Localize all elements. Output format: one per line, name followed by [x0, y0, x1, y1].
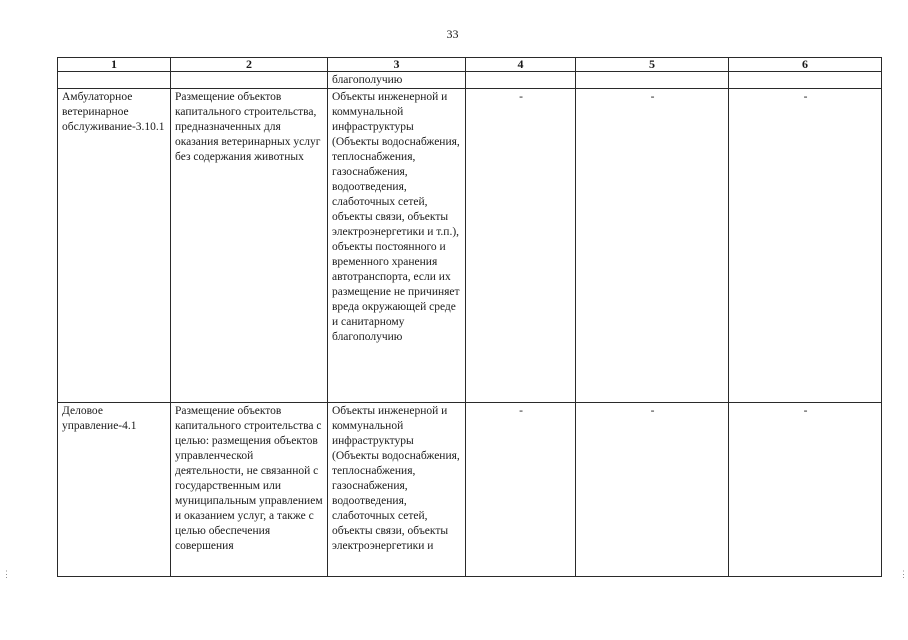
- continuation-cell-3: благополучию: [328, 72, 466, 89]
- use-description-cell: Размещение объектов капитального строительства, предназначенных для оказания ветеринарных услуг без содержания животных: [171, 89, 328, 403]
- continuation-cell-1: [58, 72, 171, 89]
- column-header-1: 1: [58, 58, 171, 72]
- use-type-cell: Амбулаторное ветеринарное обслуживание-3.10.1: [58, 89, 171, 403]
- use-description-cell: Размещение объектов капитального строительства с целью: размещения объектов управленческой деятельности, не связанной с государственным или муниципальным управлением и оказанием услуг, а также с целью обеспечения совершения: [171, 403, 328, 577]
- continuation-cell-4: [466, 72, 576, 89]
- continuation-row: [58, 72, 882, 89]
- auxiliary-objects-cell: Объекты инженерной и коммунальной инфраструктуры (Объекты водоснабжения, теплоснабжения, газоснабжения, водоотведения, слаботочных сетей, объекты связи, объекты электроэнергетики и т.п.), объекты постоянного и временного хранения автотранспорта, если их размещение не причиняет вреда окружающей среде и санитарному благополучию: [328, 89, 466, 403]
- table-row: [58, 89, 882, 403]
- continuation-cell-5: [576, 72, 729, 89]
- column-header-2: 2: [171, 58, 328, 72]
- scan-edge-mark-right: ⋮: [899, 569, 908, 579]
- column-header-5: 5: [576, 58, 729, 72]
- column-header-4: 4: [466, 58, 576, 72]
- auxiliary-objects-cell: Объекты инженерной и коммунальной инфраструктуры (Объекты водоснабжения, теплоснабжения, газоснабжения, водоотведения, слаботочных сетей, объекты связи, объекты электроэнергетики и: [328, 403, 466, 577]
- use-type-cell: Деловое управление-4.1: [58, 403, 171, 577]
- scan-edge-mark-left: ⋮: [2, 569, 11, 579]
- header-row: [58, 58, 882, 72]
- column-6-cell: -: [729, 403, 882, 577]
- column-5-cell: -: [576, 403, 729, 577]
- table-row: [58, 403, 882, 577]
- column-header-3: 3: [328, 58, 466, 72]
- page-number: 33: [446, 27, 459, 41]
- continuation-cell-6: [729, 72, 882, 89]
- continuation-cell-2: [171, 72, 328, 89]
- column-4-cell: -: [466, 403, 576, 577]
- column-6-cell: -: [729, 89, 882, 403]
- land-use-table: [57, 57, 882, 577]
- column-5-cell: -: [576, 89, 729, 403]
- column-4-cell: -: [466, 89, 576, 403]
- column-header-6: 6: [729, 58, 882, 72]
